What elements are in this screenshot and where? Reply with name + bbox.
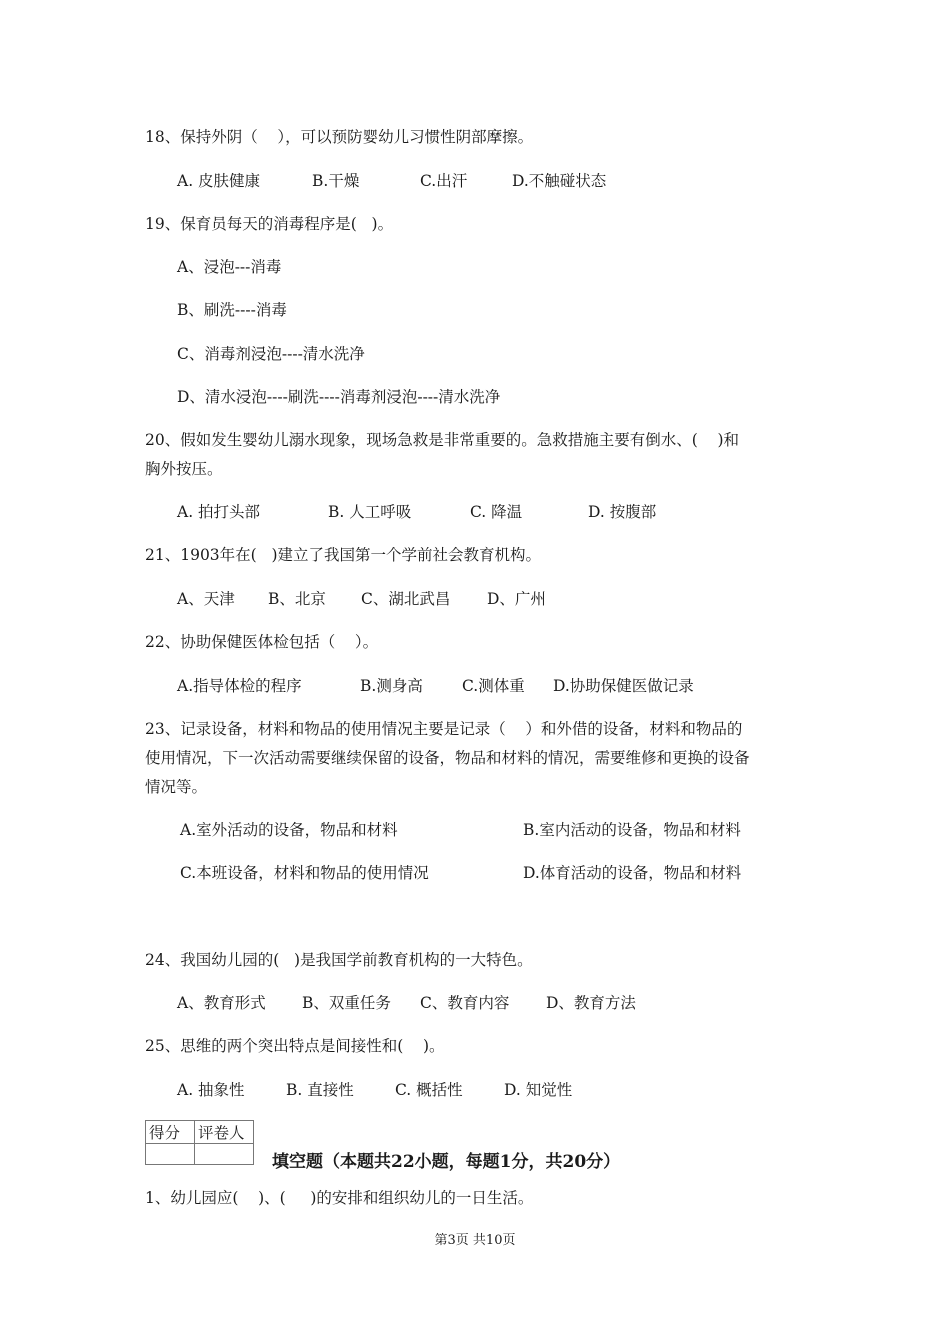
q20-option-c: C. 降温 (470, 503, 523, 521)
q23-option-d: D.体育活动的设备，物品和材料 (523, 864, 742, 882)
q24-option-a: A、教育形式 (177, 994, 266, 1012)
grader-header: 评卷人 (195, 1121, 254, 1144)
question-23-stem-line1: 23、记录设备，材料和物品的使用情况主要是记录（ ）和外借的设备，材料和物品的 (145, 720, 743, 738)
q19-option-d: D、清水浸泡----刷洗----消毒剂浸泡----清水洗净 (177, 388, 501, 406)
score-cell (146, 1144, 195, 1165)
section-title: 填空题（本题共22小题，每题1分，共20分） (272, 1152, 621, 1172)
q20-option-b: B. 人工呼吸 (328, 503, 412, 521)
score-header: 得分 (146, 1121, 195, 1144)
q24-option-d: D、教育方法 (546, 994, 636, 1012)
grader-cell (195, 1144, 254, 1165)
question-23-stem-line2: 使用情况，下一次活动需要继续保留的设备，物品和材料的情况，需要维修和更换的设备 (145, 749, 750, 767)
q22-option-b: B.测身高 (360, 677, 423, 695)
q21-option-c: C、湖北武昌 (361, 590, 451, 608)
q24-option-c: C、教育内容 (420, 994, 510, 1012)
question-25-stem: 25、思维的两个突出特点是间接性和( )。 (145, 1037, 445, 1055)
q21-option-b: B、北京 (268, 590, 326, 608)
question-24-stem: 24、我国幼儿园的( )是我国学前教育机构的一大特色。 (145, 951, 533, 969)
q22-option-a: A.指导体检的程序 (177, 677, 302, 695)
q18-option-b: B.干燥 (312, 172, 360, 190)
question-18-stem: 18、保持外阴（ ），可以预防婴幼儿习惯性阴部摩擦。 (145, 128, 534, 146)
q25-option-d: D. 知觉性 (504, 1081, 573, 1099)
q25-option-a: A. 抽象性 (177, 1081, 245, 1099)
q19-option-a: A、浸泡---消毒 (177, 258, 282, 276)
score-table (145, 1120, 254, 1165)
question-21-stem: 21、1903年在( )建立了我国第一个学前社会教育机构。 (145, 546, 542, 564)
q18-option-a: A. 皮肤健康 (177, 172, 261, 190)
question-20-stem-line1: 20、假如发生婴幼儿溺水现象，现场急救是非常重要的。急救措施主要有倒水、( )和 (145, 431, 740, 449)
q20-option-a: A. 拍打头部 (177, 503, 261, 521)
fill-question-1: 1、幼儿园应( )、( )的安排和组织幼儿的一日生活。 (145, 1189, 534, 1207)
q18-option-c: C.出汗 (420, 172, 468, 190)
question-19-stem: 19、保育员每天的消毒程序是( )。 (145, 215, 394, 233)
q18-option-d: D.不触碰状态 (512, 172, 607, 190)
q25-option-b: B. 直接性 (286, 1081, 354, 1099)
q23-option-a: A.室外活动的设备，物品和材料 (180, 821, 398, 839)
q22-option-d: D.协助保健医做记录 (553, 677, 694, 695)
question-20-stem-line2: 胸外按压。 (145, 460, 223, 478)
q23-option-c: C.本班设备，材料和物品的使用情况 (180, 864, 429, 882)
q24-option-b: B、双重任务 (302, 994, 391, 1012)
q19-option-b: B、刷洗----消毒 (177, 301, 287, 319)
question-22-stem: 22、协助保健医体检包括（ ）。 (145, 633, 379, 651)
q25-option-c: C. 概括性 (395, 1081, 463, 1099)
q21-option-a: A、天津 (177, 590, 235, 608)
q20-option-d: D. 按腹部 (588, 503, 657, 521)
question-23-stem-line3: 情况等。 (145, 778, 208, 796)
q21-option-d: D、广州 (487, 590, 546, 608)
q19-option-c: C、消毒剂浸泡----清水洗净 (177, 345, 365, 363)
page-footer: 第3页 共10页 (434, 1233, 516, 1248)
q23-option-b: B.室内活动的设备，物品和材料 (523, 821, 741, 839)
q22-option-c: C.测体重 (462, 677, 525, 695)
